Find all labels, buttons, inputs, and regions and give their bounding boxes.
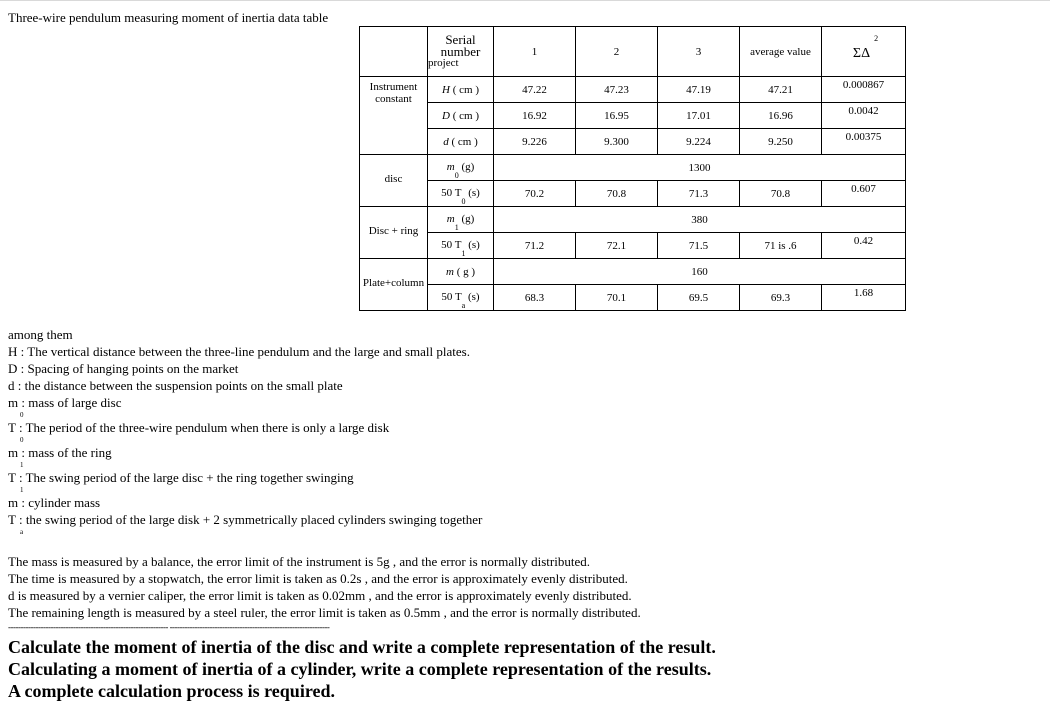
value-cell: 71.2 <box>494 233 576 259</box>
sum-cell: 0.607 <box>822 181 906 207</box>
param-cell: 50 $T_a$ (s) <box>428 285 494 311</box>
task-list <box>8 636 716 702</box>
note-t0: T : The period of the three-wire pendulum when there is only a large disk <box>8 420 390 435</box>
dashed-separator: ---------------------------------------------------------------- ---------------------------------------------------------------- <box>8 622 330 632</box>
param-cell: D ( cm ) <box>428 103 494 129</box>
value-cell: 16.95 <box>576 103 658 129</box>
sum-exponent: 2 <box>874 34 879 44</box>
param-cell: H ( cm ) <box>428 77 494 103</box>
note-m: m : cylinder mass <box>8 495 101 510</box>
value-cell: 47.22 <box>494 77 576 103</box>
table-caption: Three-wire pendulum measuring moment of inertia data table <box>8 10 329 25</box>
param-cell: m ( g ) <box>428 259 494 285</box>
header-serial-number <box>428 27 494 77</box>
average-cell: 16.96 <box>740 103 822 129</box>
param-cell: $m_0$ (g) <box>428 155 494 181</box>
average-cell: 47.21 <box>740 77 822 103</box>
value-cell: 9.226 <box>494 129 576 155</box>
sum-cell: 0.000867 <box>822 77 906 103</box>
sum-cell: 0.00375 <box>822 129 906 155</box>
note-m0: m : mass of large disc <box>8 395 122 410</box>
value-cell: 72.1 <box>576 233 658 259</box>
header-col-average: average value <box>740 27 822 77</box>
error-line: The time is measured by a stopwatch, the error limit is taken as 0.2s , and the error is approximately evenly distributed. <box>8 571 628 586</box>
param-cell: 50 $T_1$ (s) <box>428 233 494 259</box>
note-m1: m : mass of the ring <box>8 445 112 460</box>
value-cell: 9.300 <box>576 129 658 155</box>
average-cell: 69.3 <box>740 285 822 311</box>
header-serial-label: Serial number <box>440 32 481 59</box>
value-cell: 69.5 <box>658 285 740 311</box>
top-divider <box>0 0 1050 1</box>
single-value-cell: 1300 <box>494 155 906 181</box>
error-line: The mass is measured by a balance, the error limit of the instrument is 5g , and the error is normally distributed. <box>8 554 590 569</box>
note-m1-sub: 1 <box>20 461 24 469</box>
value-cell: 71.5 <box>658 233 740 259</box>
sum-cell: 1.68 <box>822 285 906 311</box>
task-line: Calculate the moment of inertia of the disc and write a complete representation of the result. <box>8 637 716 657</box>
single-value-cell: 160 <box>494 259 906 285</box>
average-cell: 70.8 <box>740 181 822 207</box>
note-h: H : The vertical distance between the three-line pendulum and the large and small plates. <box>8 344 470 359</box>
sum-cell: 0.42 <box>822 233 906 259</box>
note-t1-sub: 1 <box>20 486 24 494</box>
note-D: D : Spacing of hanging points on the market <box>8 361 239 376</box>
value-cell: 71.3 <box>658 181 740 207</box>
average-cell: 9.250 <box>740 129 822 155</box>
note-ta: T : the swing period of the large disk + 2 symmetrically placed cylinders swinging together <box>8 512 483 527</box>
note-ta-sub: a <box>20 528 24 536</box>
param-cell: d ( cm ) <box>428 129 494 155</box>
header-col-2: 2 <box>576 27 658 77</box>
value-cell: 68.3 <box>494 285 576 311</box>
value-cell: 70.8 <box>576 181 658 207</box>
header-col-3: 3 <box>658 27 740 77</box>
error-line: d is measured by a vernier caliper, the error limit is taken as 0.02mm , and the error is approximately evenly distributed. <box>8 588 632 603</box>
task-line: Calculating a moment of inertia of a cylinder, write a complete representation of the results. <box>8 659 712 679</box>
group-disc: disc <box>360 155 428 207</box>
value-cell: 16.92 <box>494 103 576 129</box>
group-plate-column: Plate+column <box>360 259 428 311</box>
param-cell: $m_1$ (g) <box>428 207 494 233</box>
data-table <box>359 26 906 311</box>
value-cell: 70.2 <box>494 181 576 207</box>
variable-notes <box>8 326 482 536</box>
group-disc-ring: Disc + ring <box>360 207 428 259</box>
note-among: among them <box>8 327 73 342</box>
note-t0-sub: 0 <box>20 436 24 444</box>
sum-cell: 0.0042 <box>822 103 906 129</box>
value-cell: 70.1 <box>576 285 658 311</box>
task-line: A complete calculation process is required. <box>8 681 335 701</box>
note-d: d : the distance between the suspension points on the small plate <box>8 378 343 393</box>
header-col-1: 1 <box>494 27 576 77</box>
note-t1: T : The swing period of the large disc + the ring together swinging <box>8 470 354 485</box>
error-description <box>8 553 641 621</box>
header-empty <box>360 27 428 77</box>
value-cell: 47.23 <box>576 77 658 103</box>
sum-symbol: ΣΔ <box>852 45 871 61</box>
error-line: The remaining length is measured by a steel ruler, the error limit is taken as 0.5mm , and the error is normally distributed. <box>8 605 641 620</box>
single-value-cell: 380 <box>494 207 906 233</box>
group-instrument-constant: Instrument constant <box>360 77 428 155</box>
average-cell: 71 is .6 <box>740 233 822 259</box>
value-cell: 17.01 <box>658 103 740 129</box>
value-cell: 47.19 <box>658 77 740 103</box>
value-cell: 9.224 <box>658 129 740 155</box>
param-cell: 50 $T_0$ (s) <box>428 181 494 207</box>
header-col-sum <box>822 27 906 77</box>
header-project-label: project <box>428 57 459 69</box>
note-m0-sub: 0 <box>20 411 24 419</box>
